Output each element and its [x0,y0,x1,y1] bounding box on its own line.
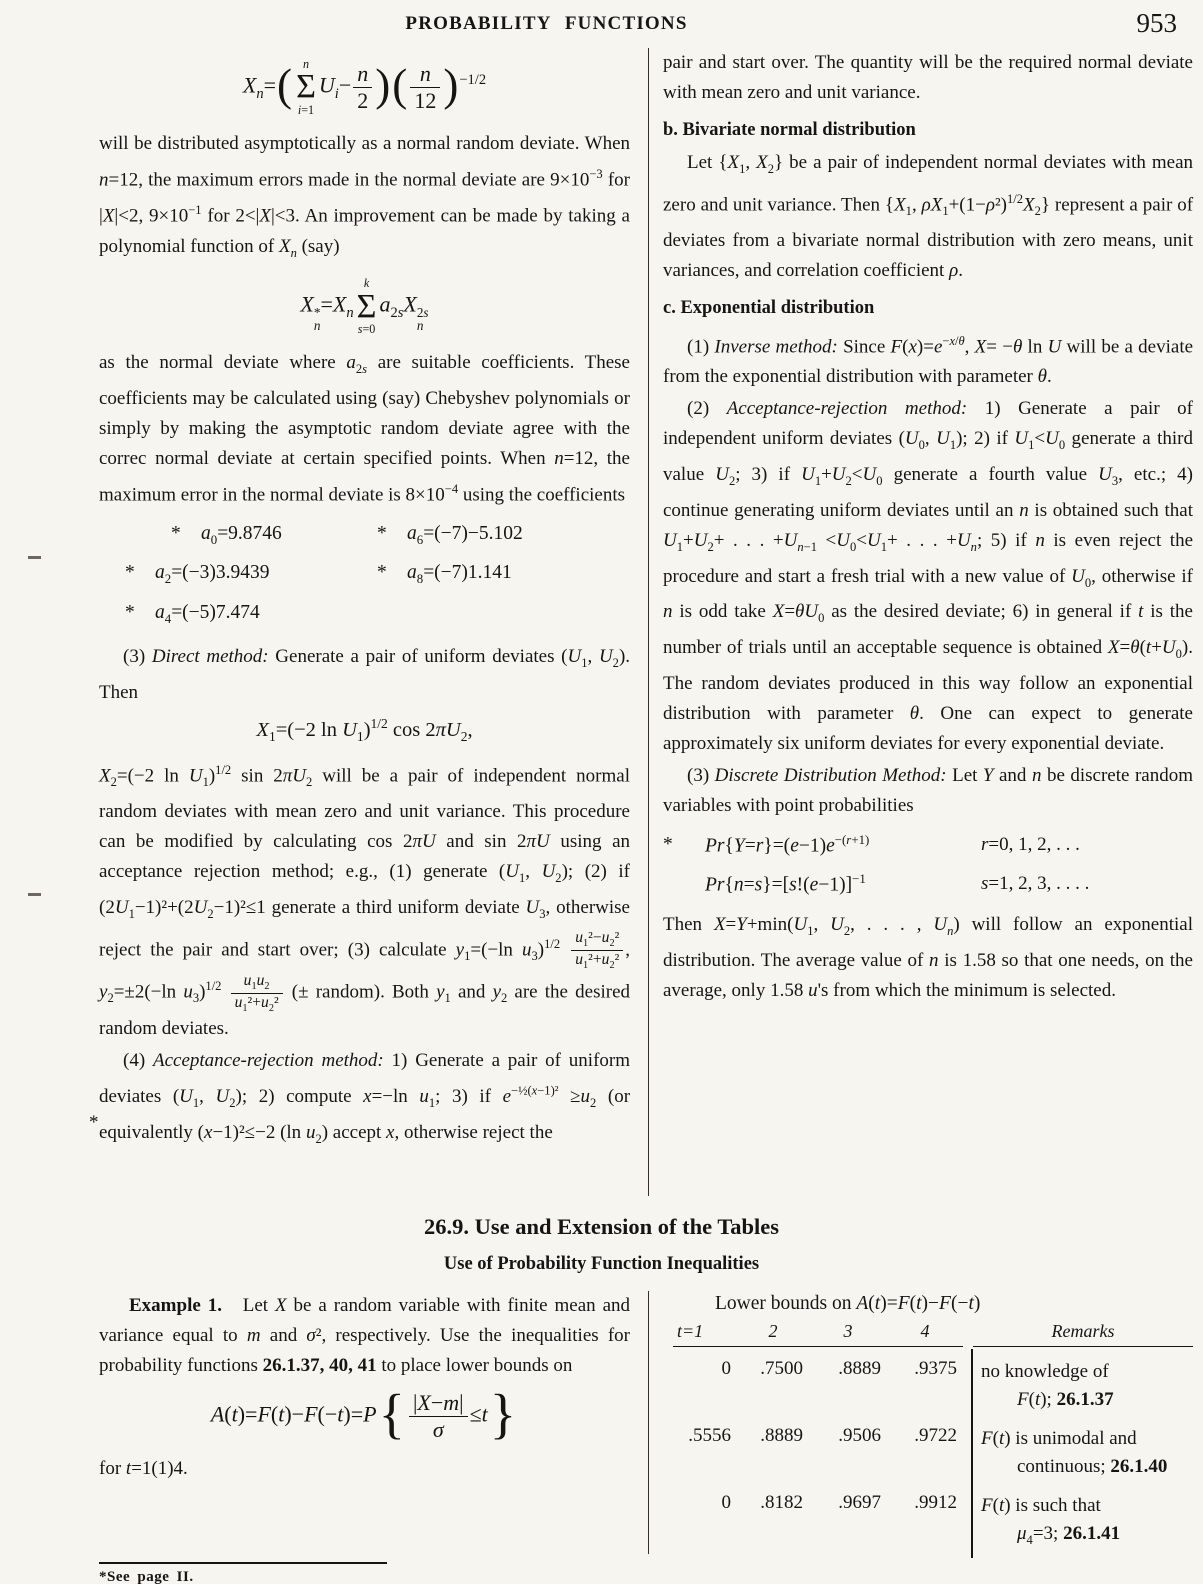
coefficient-value: $a_6=(-7)-5.102$ [407,522,523,547]
coefficient-value: $a_4=(-5)7.474$ [155,602,260,627]
coefficient-value: $a_8=(-7)1.141$ [407,562,512,587]
coefficient-a0 [125,517,377,557]
coefficient-value: $a_2=(-3)3.9439$ [155,562,270,587]
table-row [673,1481,1193,1554]
cell-value: .9375 [914,1358,957,1379]
main-two-column-area [0,48,1203,1196]
formula-a-t: A(t)=F(t)−F(−t)=P{ $\frac{|X-m|}{\sigma}$ ≤t} [210,1383,517,1445]
para-discrete-method: (3) Discrete Distribution Method: Let Y and n be discrete random variables with point probabilities [663,765,1193,817]
coefficient-value: $a_0=9.8746$ [201,522,282,547]
bounds-table-column [648,1291,1193,1554]
asterisk-marker: * [125,602,135,624]
para-inverse-method: (1) Inverse method: Since $F(x)=e^{-x/\theta}$, X= −θ ln U will be a deviate from the exponential distribution with parameter θ. [663,333,1194,388]
column-header-t4: 4 [887,1321,963,1347]
cell-remark: F(t) is unimodal and continuous; 26.1.40 [981,1428,1168,1477]
example-column [99,1291,630,1554]
para-coefficients-intro: as the normal deviate where $a_{2s}$ are suitable coefficients. These coefficients may be calculated using (say) Chebyshev polynomials or simply by making the asymptotic random deviate agree with the correc normal deviate at certain specified points. When n=12, the maximum error in the normal deviate is $8\times 10^{-4}$ using the coefficients [99,352,630,506]
bounds-table [673,1321,1193,1554]
section-subtitle: Use of Probability Function Inequalities [443,1254,760,1274]
para-for-t: for t=1(1)4. [99,1457,188,1479]
cell-value: .8889 [760,1425,803,1446]
coefficient-a2 [125,556,377,596]
asterisk-marker: * [663,834,673,856]
asterisk-marker: * [125,562,135,584]
para-acceptance-rejection-exp: (2) Acceptance-rejection method: 1) Generate a pair of independent uniform deviates ($U_0$, $U_1$); 2) if $U_1<U_0$ generate a third value $U_2$; 3) if $U_1+U_2<U_0$ generate a fourth value $U_3$, etc.; 4) continue generating uniform deviates until an n is obtained such that $U_1+U_2+$ . . . $+U_{n-1} <U_0<U_1+$ . . . $+U_n$; 5) if n is even reject the procedure and start a fresh trial with a new value of $U_0$, otherwise if n is odd take $X=\theta U_0$ as the desired deviate; 6) in general if t is the number of trials until an acceptable sequence is obtained $X=\theta(t+U_0)$. The random deviates produced in this way follow an exponential distribution with parameter θ. One can expect to generate approximately six uniform deviates for every exponential deviate. [663,398,1194,755]
coefficient-list [125,517,630,637]
bounds-table-title: Lower bounds on A(t)=F(t)−F(−t) [715,1293,981,1314]
coefficient-a8 [377,556,630,596]
section-title: 26.9. Use and Extension of the Tables [423,1214,780,1239]
coefficient-a6 [377,517,630,557]
heading-exponential: c. Exponential distribution [663,297,875,318]
footnote-rule [99,1562,387,1564]
formula-pr-y: $Pr\{Y=r\}=(e-1)e^{-(r+1)}$ [705,833,870,857]
formula-pr-n: $Pr\{n=s\}=[s!(e-1)]^{-1}$ [705,871,866,896]
right-column [648,48,1193,1196]
running-title: PROBABILITY FUNCTIONS [405,13,688,34]
margin-asterisk: * [89,1111,99,1133]
pr-line-1 [663,833,1193,858]
cell-value: .9912 [914,1492,957,1513]
page-header [0,8,1203,46]
para-pair-start-over: pair and start over. The quantity will be the required normal deviate with mean zero and unit variance. [663,52,1193,103]
para-direct-method-cont: $X_2=(-2$ $\ln U_1)^{1/2}$ $\sin 2\pi U_2$ will be a pair of independent normal random deviates with mean zero and unit variance. This procedure can be modified by calculating cos 2πU and sin 2πU using an acceptance rejection method; e.g., (1) generate ($U_1$, $U_2$); (2) if $(2U_1-1)^2+(2U_2-1)^2\le 1$ generate a third uniform deviate $U_3$, otherwise reject the pair and start over; (3) calculate $y_1=(-\ln$ $u_3)^{1/2}$ $\frac{u_1^2-u_2^2}{u_1^2+u_2^2}$ , $y_2=\pm 2(-\ln$ $u_3)^{1/2}$ $\frac{u_1u_2}{u_1^2+u_2^2}$ (± random). Both $y_1$ and $y_2$ are the desired random deviates. [99,762,631,1039]
pr-line-2 [663,872,1193,897]
formula-xn: $X_n=$( n Σ i=1 $U_i-$ $\frac{n}{2}$ )( $\frac{n}{12}$ )$^{-1/2}$ [242,57,487,117]
cell-value: 0 [721,1358,731,1379]
table-header-row [673,1321,1193,1347]
para-text: (4) Acceptance-rejection method: 1) Generate a pair of uniform deviates ($U_1$, $U_2$); 2) compute x=−ln $u_1$; 3) if $e^{-\frac{1}{2}(x-1)^2} \ge u_2$ (or equivalently (x−1)²≤−2 (ln $u_2$) accept x, otherwise reject the [99,1049,631,1146]
para-then-x: Then $X=Y+\min(U_1$, $U_2$, . . . , $U_n$) will follow an exponential distribution. The average value of n is 1.58 so that one needs, on the average, only 1.58 u's from which the minimum is selected. [663,914,1194,1001]
asterisk-marker: * [377,522,387,544]
cell-remark: no knowledge of F(t); 26.1.37 [981,1361,1114,1410]
range-s: s=1, 2, 3, . . . . [981,872,1090,894]
para-bivariate: Let {$X_1$, $X_2$} be a pair of independent normal deviates with mean zero and unit variance. Then {$X_1$, $\rho X_1+(1-\rho^2)^{1/2}X_2$} represent a pair of deviates from a bivariate normal distribution with zero means, unit variances, and correlation coefficient ρ. [663,152,1194,281]
formula-x1: $X_1=(-2$ $\ln U_1)^{1/2}$ $\cos 2\pi U_2$, [256,715,473,744]
table-vertical-rule [971,1349,973,1558]
cell-remark: F(t) is such that $\mu_4=3$; 26.1.41 [981,1495,1121,1547]
cell-value: 0 [721,1492,731,1513]
table-row [673,1347,1193,1414]
cell-value: .8182 [760,1492,803,1513]
heading-bivariate-normal: b. Bivariate normal distribution [663,120,916,140]
page-number: 953 [1136,8,1177,38]
para-direct-method: (3) Direct method: Generate a pair of uniform deviates ($U_1$, $U_2$). Then [99,646,631,703]
cell-value: .9722 [914,1425,957,1446]
asterisk-marker: * [171,522,181,544]
para-acceptance-rejection [89,1046,631,1154]
footnote-text: *See page II. [99,1568,194,1584]
column-header-remarks: Remarks [973,1321,1193,1347]
cell-value: .5556 [688,1425,731,1446]
para-asymptotic-normal: will be distributed asymptotically as a normal random deviate. When n=12, the maximum errors made in the normal deviate are $9\times 10^{-3}$ for |X|<2, $9\times 10^{-1}$ for 2<|X|<3. An improvement can be made by taking a polynomial function of $X_n$ (say) [99,132,630,260]
column-header-t2: 2 [737,1321,809,1347]
bottom-two-column-area [0,1291,1203,1554]
pr-formula-block [663,833,1193,896]
coefficient-empty [377,596,630,636]
cell-value: .9697 [838,1492,881,1513]
left-column [89,48,631,1196]
cell-value: .9506 [838,1425,881,1446]
footnote-area [99,1562,1203,1584]
cell-value: .8889 [838,1358,881,1379]
asterisk-marker: * [377,562,387,584]
cell-value: .7500 [760,1358,803,1379]
column-header-t1: t=1 [673,1321,737,1347]
table-row [673,1414,1193,1481]
column-header-t3: 3 [809,1321,887,1347]
para-example-1: Example 1. Let X be a random variable with finite mean and variance equal to m and σ², respectively. Use the inequalities for probability functions 26.1.37, 40, 41 to place lower bounds on [99,1295,630,1376]
margin-mark [28,556,41,559]
range-r: r=0, 1, 2, . . . [981,834,1080,856]
coefficient-a4 [125,596,377,636]
formula-xn-star: X * n $=X_n$ k Σ s=0 $a_{2s}X$ 2s n [300,276,429,337]
margin-mark [28,893,41,896]
